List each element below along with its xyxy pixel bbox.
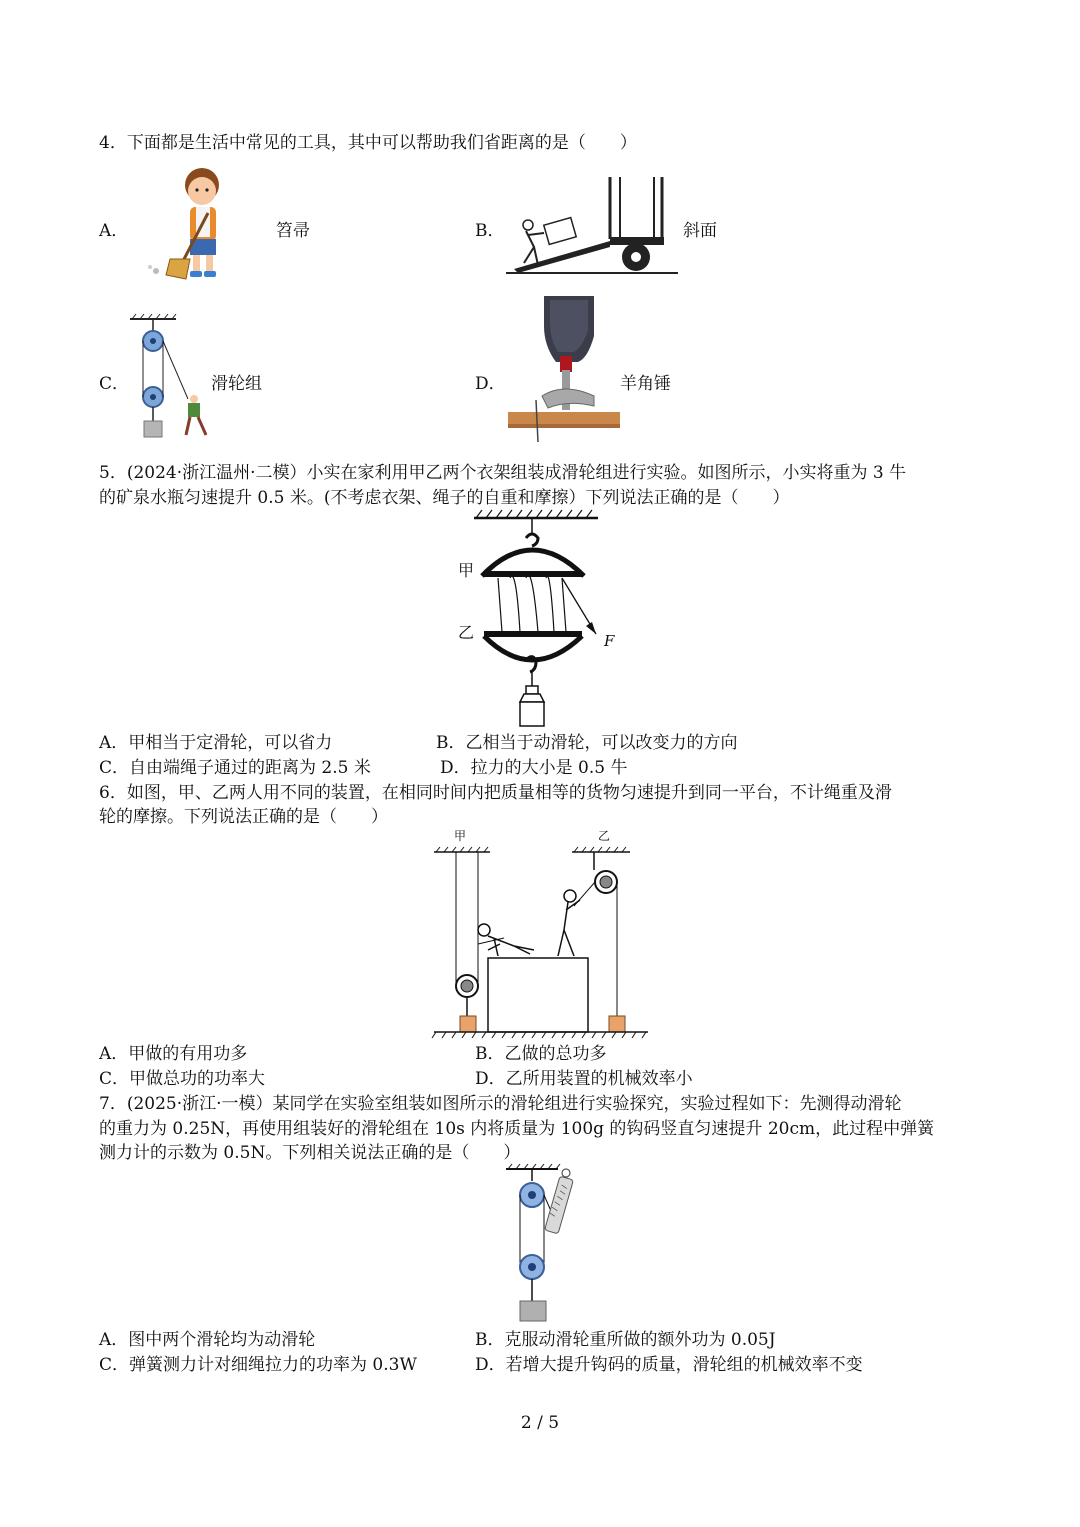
boy-sweeping-figure	[140, 163, 245, 285]
q6-option-d: D．乙所用装置的机械效率小	[475, 1069, 693, 1089]
q6-stem-line-2: 轮的摩擦。下列说法正确的是（ ）	[99, 807, 388, 827]
person-label-left: 甲	[454, 829, 467, 843]
page-number: 2 / 5	[520, 1413, 560, 1433]
q5-option-d: D．拉力的大小是 0.5 牛	[440, 758, 628, 778]
force-label: F	[604, 632, 615, 650]
q7-stem-line-2: 的重力为 0.25N，再使用组装好的滑轮组在 10s 内将质量为 100g 的钩码竖直匀速提升 20cm，此过程中弹簧	[99, 1119, 935, 1139]
q4-option-d-label: 羊角锤	[620, 374, 671, 394]
pulley-system-figure	[126, 313, 216, 441]
lifting-platform-figure	[434, 826, 654, 1042]
hanger-label-top: 甲	[458, 561, 475, 580]
q6-option-a: A．甲做的有用功多	[99, 1044, 248, 1064]
person-label-right: 乙	[598, 829, 611, 843]
q5-stem-line-1: 5．(2024·浙江温州·二模）小实在家利用甲乙两个衣架组装成滑轮组进行实验。如图所示，小实将重为 3 牛	[99, 463, 907, 483]
q4-option-c-label: 滑轮组	[211, 374, 262, 394]
q7-option-b: B．克服动滑轮重所做的额外功为 0.05J	[475, 1330, 776, 1350]
q4-option-b-label: 斜面	[683, 221, 717, 241]
q4-option-a-letter: A．	[99, 221, 129, 241]
q6-option-c: C．甲做总功的功率大	[99, 1069, 266, 1089]
q5-option-a: A．甲相当于定滑轮，可以省力	[99, 733, 333, 753]
q4-stem: 4．下面都是生活中常见的工具，其中可以帮助我们省距离的是（ ）	[99, 133, 637, 153]
q7-option-a: A．图中两个滑轮均为动滑轮	[99, 1330, 316, 1350]
q6-option-b: B．乙做的总功多	[475, 1044, 607, 1064]
q7-option-c: C．弹簧测力计对细绳拉力的功率为 0.3W	[99, 1355, 417, 1375]
q4-option-a-label: 笤帚	[276, 221, 310, 241]
q4-option-d-letter: D．	[475, 374, 506, 394]
incline-truck-figure	[506, 175, 678, 277]
hanger-pulley-figure	[450, 506, 615, 734]
q4-option-c-letter: C．	[99, 374, 130, 394]
claw-hammer-figure	[508, 296, 620, 442]
q5-option-b: B．乙相当于动滑轮，可以改变力的方向	[436, 733, 738, 753]
q6-stem-line-1: 6．如图，甲、乙两人用不同的装置，在相同时间内把质量相等的货物匀速提升到同一平台，不计绳重及滑	[99, 783, 892, 803]
q4-option-b-letter: B．	[475, 221, 505, 241]
q5-option-c: C．自由端绳子通过的距离为 2.5 米	[99, 758, 371, 778]
spring-scale-pulley-figure	[500, 1163, 582, 1327]
q7-stem-line-3: 测力计的示数为 0.5N。下列相关说法正确的是（ ）	[99, 1143, 521, 1163]
q7-stem-line-1: 7．(2025·浙江·一模）某同学在实验室组装如图所示的滑轮组进行实验探究，实验过程如下：先测得动滑轮	[99, 1094, 902, 1114]
q7-option-d: D．若增大提升钩码的质量，滑轮组的机械效率不变	[475, 1355, 863, 1375]
q5-stem-line-2: 的矿泉水瓶匀速提升 0.5 米。(不考虑衣架、绳子的自重和摩擦）下列说法正确的是（ ）	[99, 488, 790, 508]
hanger-label-bottom: 乙	[458, 623, 475, 642]
